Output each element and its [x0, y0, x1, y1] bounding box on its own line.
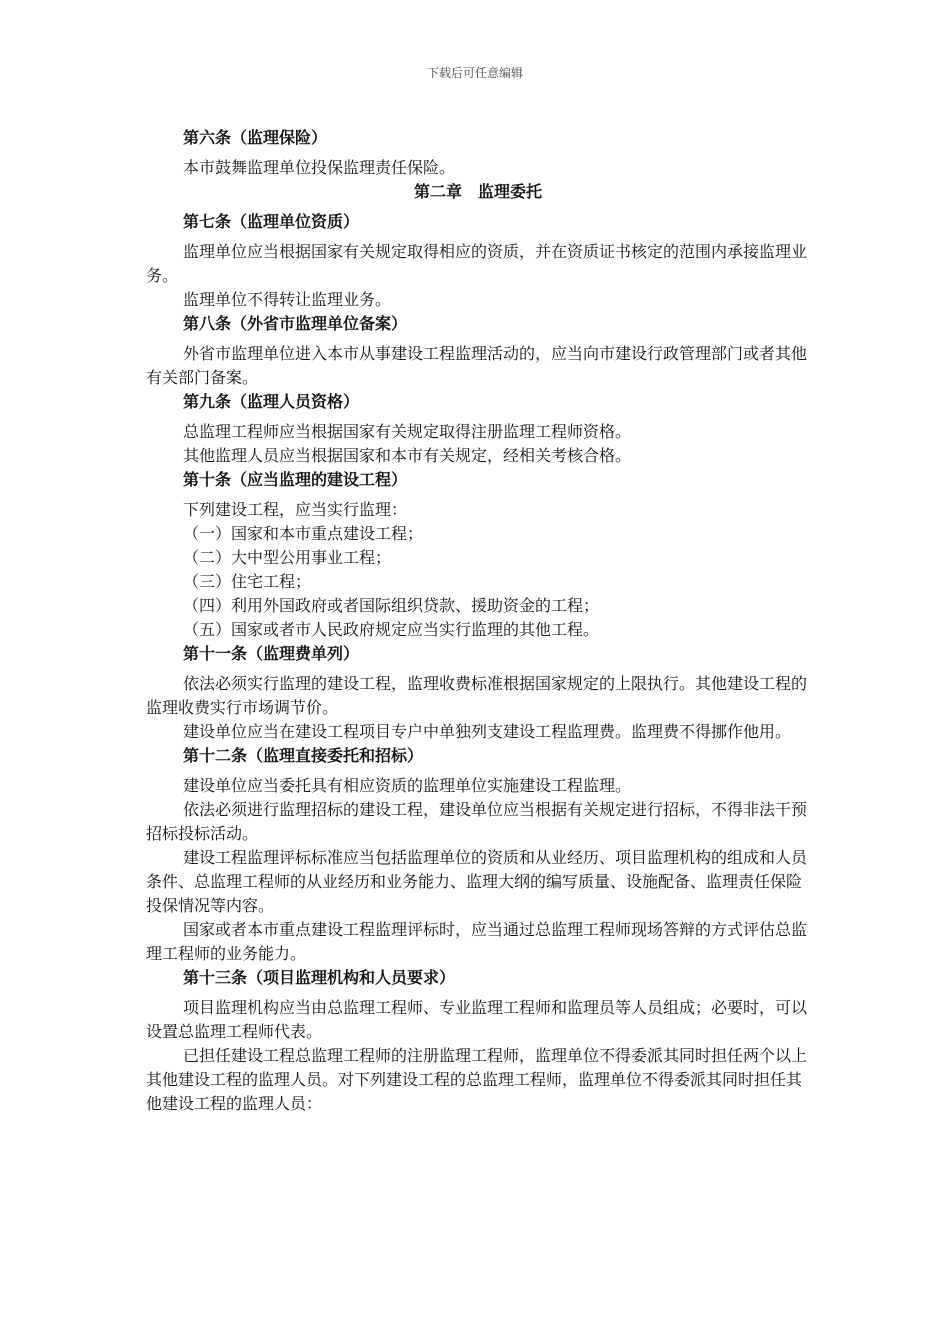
article-11-paragraph-1: 依法必须实行监理的建设工程，监理收费标准根据国家规定的上限执行。其他建设工程的监理收费实行市场调节价。: [146, 674, 808, 717]
article-13-title: 第十三条（项目监理机构和人员要求）: [183, 968, 456, 987]
list-item: （二）大中型公用事业工程；: [183, 548, 392, 567]
article-13-paragraph-2: 已担任建设工程总监理工程师的注册监理工程师，监理单位不得委派其同时担任两个以上其他建设工程的监理人员。对下列建设工程的总监理工程师，监理单位不得委派其同时担任其他建设工程的监理人员：: [146, 1046, 808, 1113]
article-9-title: 第九条（监理人员资格）: [183, 392, 360, 411]
article-6-title: 第六条（监理保险）: [183, 128, 328, 147]
article-7-paragraph-1: 监理单位应当根据国家有关规定取得相应的资质，并在资质证书核定的范围内承接监理业务。: [146, 242, 808, 285]
document-body: [146, 126, 810, 1116]
article-12-title: 第十二条（监理直接委托和招标）: [183, 746, 424, 765]
article-11-title: 第十一条（监理费单列）: [183, 644, 360, 663]
article-12-paragraph-4: 国家或者本市重点建设工程监理评标时，应当通过总监理工程师现场答辩的方式评估总监理工程师的业务能力。: [146, 920, 808, 963]
article-6-paragraph: 本市鼓舞监理单位投保监理责任保险。: [183, 158, 456, 177]
list-item: （一）国家和本市重点建设工程；: [183, 524, 424, 543]
article-8-paragraph: 外省市监理单位进入本市从事建设工程监理活动的，应当向市建设行政管理部门或者其他有关部门备案。: [146, 344, 808, 387]
article-12-paragraph-3: 建设工程监理评标标准应当包括监理单位的资质和从业经历、项目监理机构的组成和人员条件、总监理工程师的从业经历和业务能力、监理大纲的编写质量、设施配备、监理责任保险投保情况等内容。: [146, 848, 808, 915]
article-12-paragraph-1: 建设单位应当委托具有相应资质的监理单位实施建设工程监理。: [183, 776, 632, 795]
article-9-paragraph-1: 总监理工程师应当根据国家有关规定取得注册监理工程师资格。: [183, 422, 632, 441]
list-item: （四）利用外国政府或者国际组织贷款、援助资金的工程；: [183, 596, 600, 615]
article-11-paragraph-2: 建设单位应当在建设工程项目专户中单独列支建设工程监理费。监理费不得挪作他用。: [183, 722, 792, 741]
article-7-paragraph-2: 监理单位不得转让监理业务。: [183, 290, 392, 309]
page-header: 下载后可任意编辑: [426, 66, 523, 80]
chapter-2-heading: 第二章 监理委托: [413, 182, 542, 201]
article-8-title: 第八条（外省市监理单位备案）: [183, 314, 408, 333]
article-13-paragraph-1: 项目监理机构应当由总监理工程师、专业监理工程师和监理员等人员组成；必要时，可以设置总监理工程师代表。: [146, 998, 808, 1041]
article-10-paragraph: 下列建设工程，应当实行监理：: [183, 500, 408, 519]
list-item: （三）住宅工程；: [183, 572, 312, 591]
article-10-title: 第十条（应当监理的建设工程）: [183, 470, 408, 489]
list-item: （五）国家或者市人民政府规定应当实行监理的其他工程。: [183, 620, 600, 639]
article-9-paragraph-2: 其他监理人员应当根据国家和本市有关规定，经相关考核合格。: [183, 446, 632, 465]
article-7-title: 第七条（监理单位资质）: [183, 212, 360, 231]
article-12-paragraph-2: 依法必须进行监理招标的建设工程，建设单位应当根据有关规定进行招标，不得非法干预招标投标活动。: [146, 800, 808, 843]
